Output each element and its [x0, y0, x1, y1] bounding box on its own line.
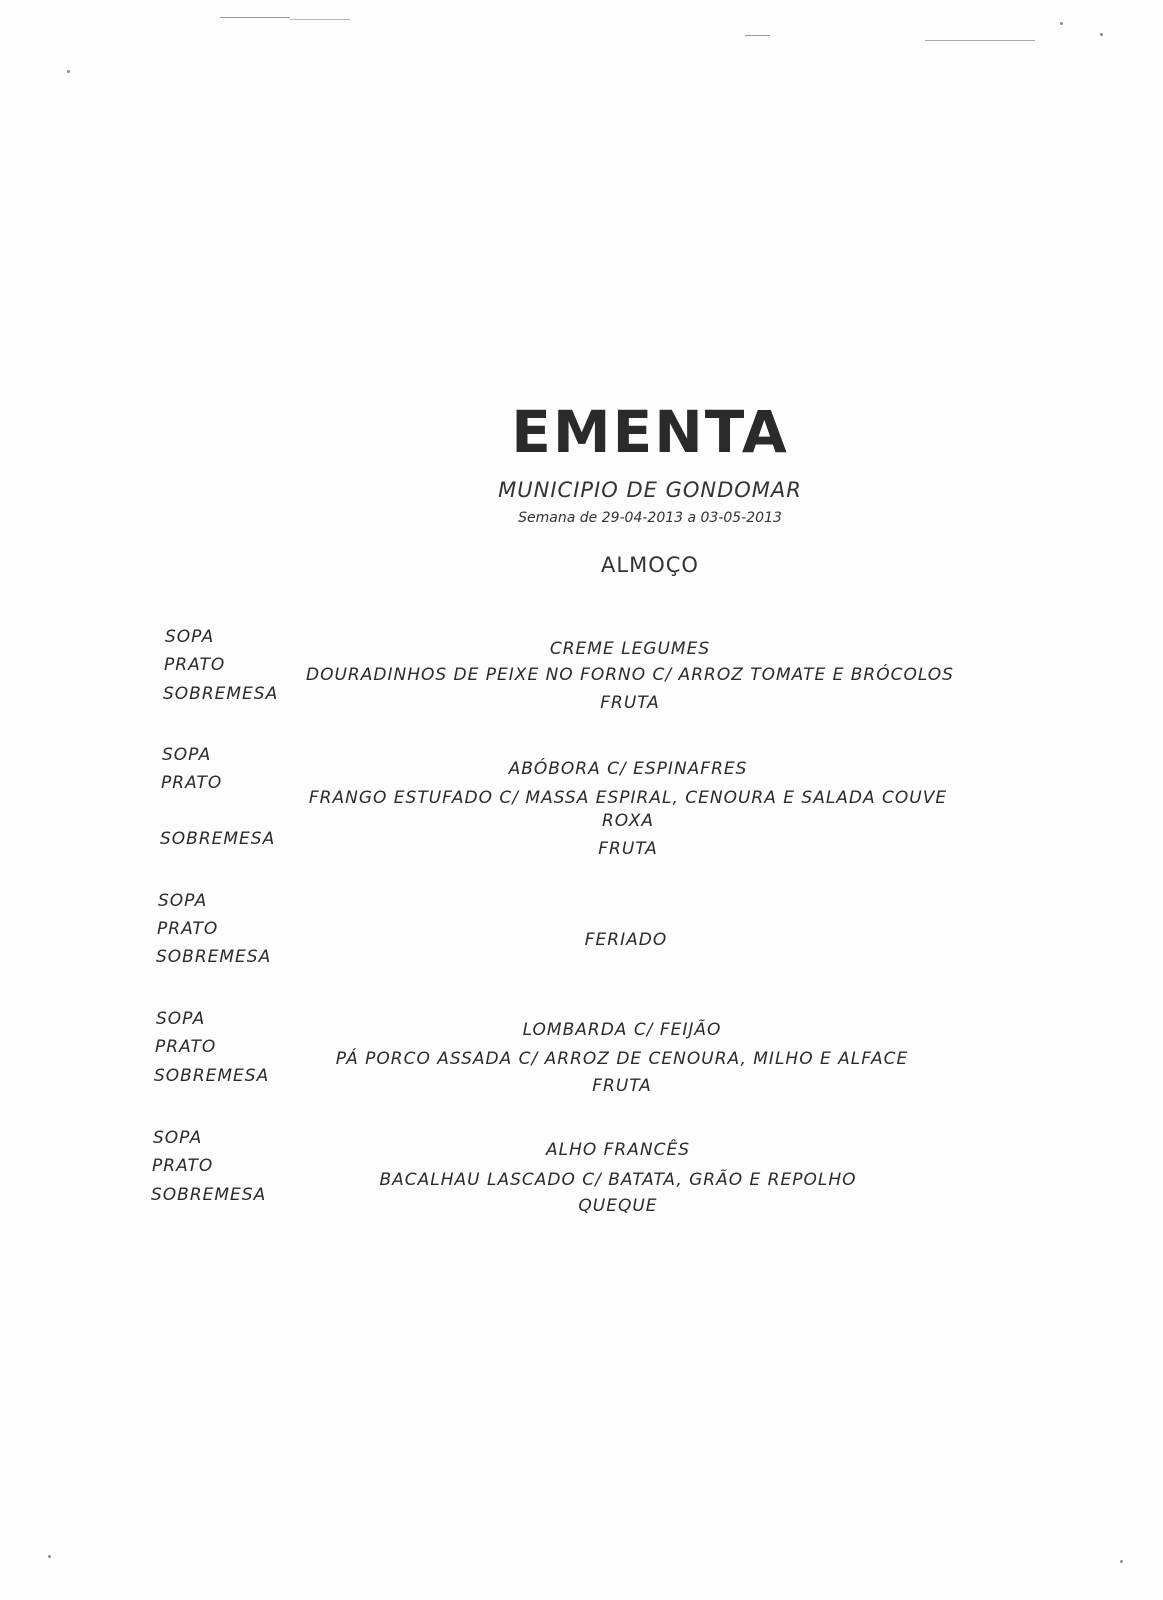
municipality-name: MUNICIPIO DE GONDOMAR: [498, 478, 802, 502]
dish-prato: DOURADINHOS DE PEIXE NO FORNO C/ ARROZ TOMATE E BRÓCOLOS: [306, 665, 954, 685]
dish-sobremesa: FRUTA: [598, 839, 658, 859]
dish-sobremesa: QUEQUE: [578, 1196, 658, 1216]
scan-artifact-speck: [67, 70, 70, 73]
dish-prato: PÁ PORCO ASSADA C/ ARROZ DE CENOURA, MILHO E ALFACE: [335, 1049, 909, 1069]
scan-artifact-line: [925, 40, 1035, 41]
label-prato: PRATO: [152, 1156, 214, 1176]
label-sopa: SOPA: [158, 891, 208, 911]
holiday-notice: FERIADO: [584, 930, 668, 950]
dish-sobremesa: FRUTA: [600, 693, 660, 713]
label-sobremesa: SOBREMESA: [151, 1185, 267, 1205]
dish-prato-continued: ROXA: [601, 811, 654, 831]
scan-artifact-line: [220, 17, 290, 18]
scan-artifact-line: [290, 19, 350, 20]
dish-prato: BACALHAU LASCADO C/ BATATA, GRÃO E REPOLHO: [379, 1170, 857, 1190]
label-prato: PRATO: [157, 919, 219, 939]
scan-artifact-line: [745, 35, 770, 36]
label-sopa: SOPA: [162, 745, 212, 765]
page-title: EMENTA: [511, 398, 789, 466]
label-sobremesa: SOBREMESA: [154, 1066, 270, 1086]
dish-prato: FRANGO ESTUFADO C/ MASSA ESPIRAL, CENOURA E SALADA COUVE: [308, 788, 948, 808]
dish-sopa: LOMBARDA C/ FEIJÃO: [522, 1020, 722, 1040]
scan-artifact-speck: [1060, 22, 1063, 25]
label-sopa: SOPA: [165, 627, 215, 647]
scan-artifact-speck: [1100, 33, 1103, 36]
week-range: Semana de 29-04-2013 a 03-05-2013: [518, 510, 782, 526]
label-prato: PRATO: [155, 1037, 217, 1057]
label-sobremesa: SOBREMESA: [156, 947, 272, 967]
label-prato: PRATO: [164, 655, 226, 675]
label-sopa: SOPA: [153, 1128, 203, 1148]
scan-artifact-speck: [48, 1555, 51, 1558]
dish-sopa: CREME LEGUMES: [549, 639, 711, 659]
label-sopa: SOPA: [156, 1009, 206, 1029]
label-prato: PRATO: [161, 773, 223, 793]
meal-heading: ALMOÇO: [601, 553, 699, 577]
dish-sobremesa: FRUTA: [592, 1076, 652, 1096]
dish-sopa: ABÓBORA C/ ESPINAFRES: [508, 759, 748, 779]
label-sobremesa: SOBREMESA: [163, 684, 279, 704]
dish-sopa: ALHO FRANCÊS: [545, 1140, 690, 1160]
scan-artifact-speck: [1120, 1560, 1123, 1563]
label-sobremesa: SOBREMESA: [160, 829, 276, 849]
